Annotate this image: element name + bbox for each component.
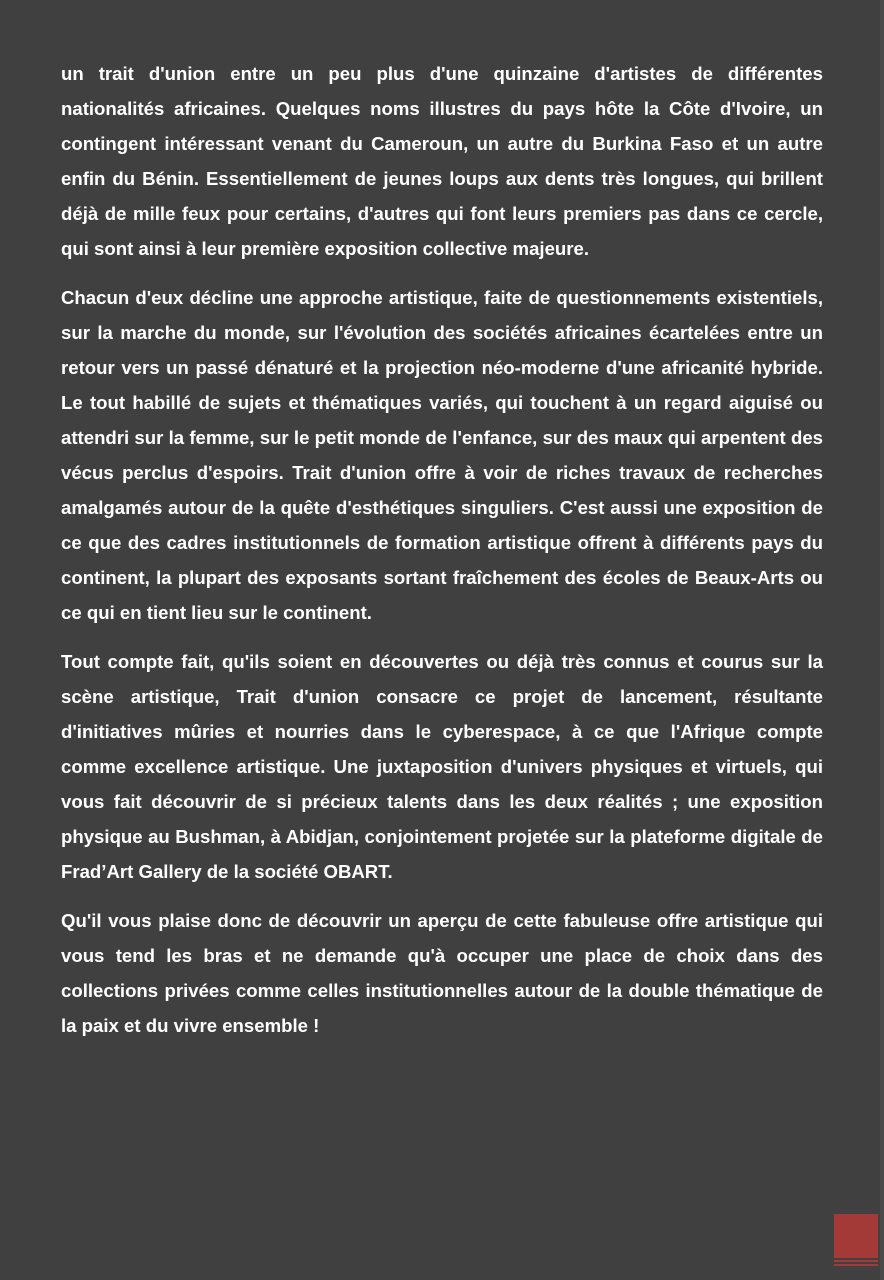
page-edge xyxy=(880,0,884,1280)
paragraph-1: un trait d'union entre un peu plus d'une quinzaine d'artistes de différentes nationalités africaines. Quelques noms illustres du pays hôte la Côte d'Ivoire, un contingent intéressant venant du Cameroun, un autre du Burkina Faso et un autre enfin du Bénin. Essentiellement de jeunes loups aux dents très longues, qui brillent déjà de mille feux pour certains, d'autres qui font leurs premiers pas dans ce cercle, qui sont ainsi à leur première exposition collective majeure. xyxy=(61,63,823,259)
paragraph-3: Tout compte fait, qu'ils soient en découvertes ou déjà très connus et courus sur la scène artistique, Trait d'union consacre ce projet de lancement, résultante d'initiatives mûries et nourries dans le cyberespace, à ce que l'Afrique compte comme excellence artistique. Une juxtaposition d'univers physiques et virtuels, qui vous fait découvrir de si précieux talents dans les deux réalités ; une exposition physique au Bushman, à Abidjan, conjointement projetée sur la plateforme digitale de Frad’Art Gallery de la société OBART. xyxy=(61,651,823,882)
corner-decoration xyxy=(834,1214,878,1266)
document-body xyxy=(61,56,823,1057)
corner-stripe-1 xyxy=(834,1260,878,1262)
paragraph-2: Chacun d'eux décline une approche artistique, faite de questionnements existentiels, sur la marche du monde, sur l'évolution des sociétés africaines écartelées entre un retour vers un passé dénaturé et la projection néo-moderne d'une africanité hybride. Le tout habillé de sujets et thématiques variés, qui touchent à un regard aiguisé ou attendri sur la femme, sur le petit monde de l'enfance, sur des maux qui arpentent des vécus perclus d'espoirs. Trait d'union offre à voir de riches travaux de recherches amalgamés autour de la quête d'esthétiques singuliers. C'est aussi une exposition de ce que des cadres institutionnels de formation artistique offrent à différents pays du continent, la plupart des exposants sortant fraîchement des écoles de Beaux-Arts ou ce qui en tient lieu sur le continent. xyxy=(61,287,823,623)
corner-block xyxy=(834,1214,878,1258)
corner-stripe-2 xyxy=(834,1264,878,1266)
paragraph-4: Qu'il vous plaise donc de découvrir un aperçu de cette fabuleuse offre artistique qui vous tend les bras et ne demande qu'à occuper une place de choix dans des collections privées comme celles institutionnelles autour de la double thématique de la paix et du vivre ensemble ! xyxy=(61,910,823,1036)
